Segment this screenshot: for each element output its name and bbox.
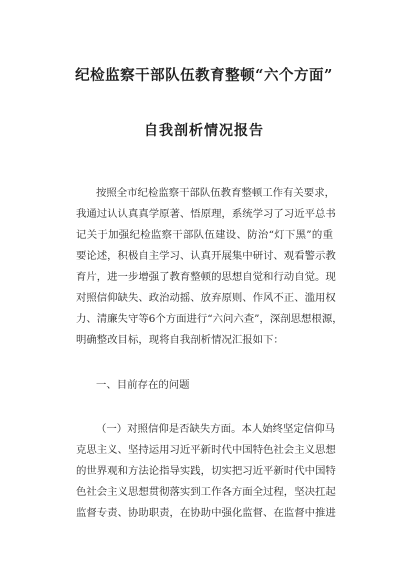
paragraph-line: 克思主义、坚持运用习近平新时代中国特色社会主义思想 <box>76 444 336 456</box>
paragraph-line: 我通过认认真真学原著、悟原理，系统学习了习近平总书 <box>76 208 336 220</box>
paragraph-line: （一）对照信仰是否缺失方面。本人始终坚定信仰马 <box>96 423 335 435</box>
paragraph-line: 监督专责、协助职责，在协助中强化监督、在监督中推进 <box>76 507 336 519</box>
paragraph-line: 按照全市纪检监察干部队伍教育整顿工作有关要求， <box>96 187 335 199</box>
paragraph-line: 明确整改目标，现将自我剖析情况汇报如下： <box>76 334 284 346</box>
paragraph-line: 记关于加强纪检监察干部队伍建设、防治“灯下黑”的重 <box>76 229 333 241</box>
paragraph-line: 要论述，积极自主学习、认真开展集中研讨、观看警示教 <box>76 250 336 262</box>
paragraph-line: 色社会主义思想贯彻落实到工作各方面全过程，坚决扛起 <box>76 486 336 498</box>
paragraph-line: 的世界观和方法论指导实践，切实把习近平新时代中国特 <box>76 465 336 477</box>
section-heading: 一、目前存在的问题 <box>96 379 190 391</box>
paragraph-line: 力、清廉失守等6个方面进行“六问六查”，深剖思想根源， <box>76 313 343 325</box>
paragraph-line: 育片，进一步增强了教育整顿的思想自觉和行动自觉。现 <box>76 271 336 283</box>
paragraph-line: 对照信仰缺失、政治动摇、放弃原则、作风不正、滥用权 <box>76 292 336 304</box>
document-subtitle: 自我剖析情况报告 <box>144 123 264 139</box>
document-title: 纪检监察干部队伍教育整顿“六个方面” <box>75 67 333 84</box>
